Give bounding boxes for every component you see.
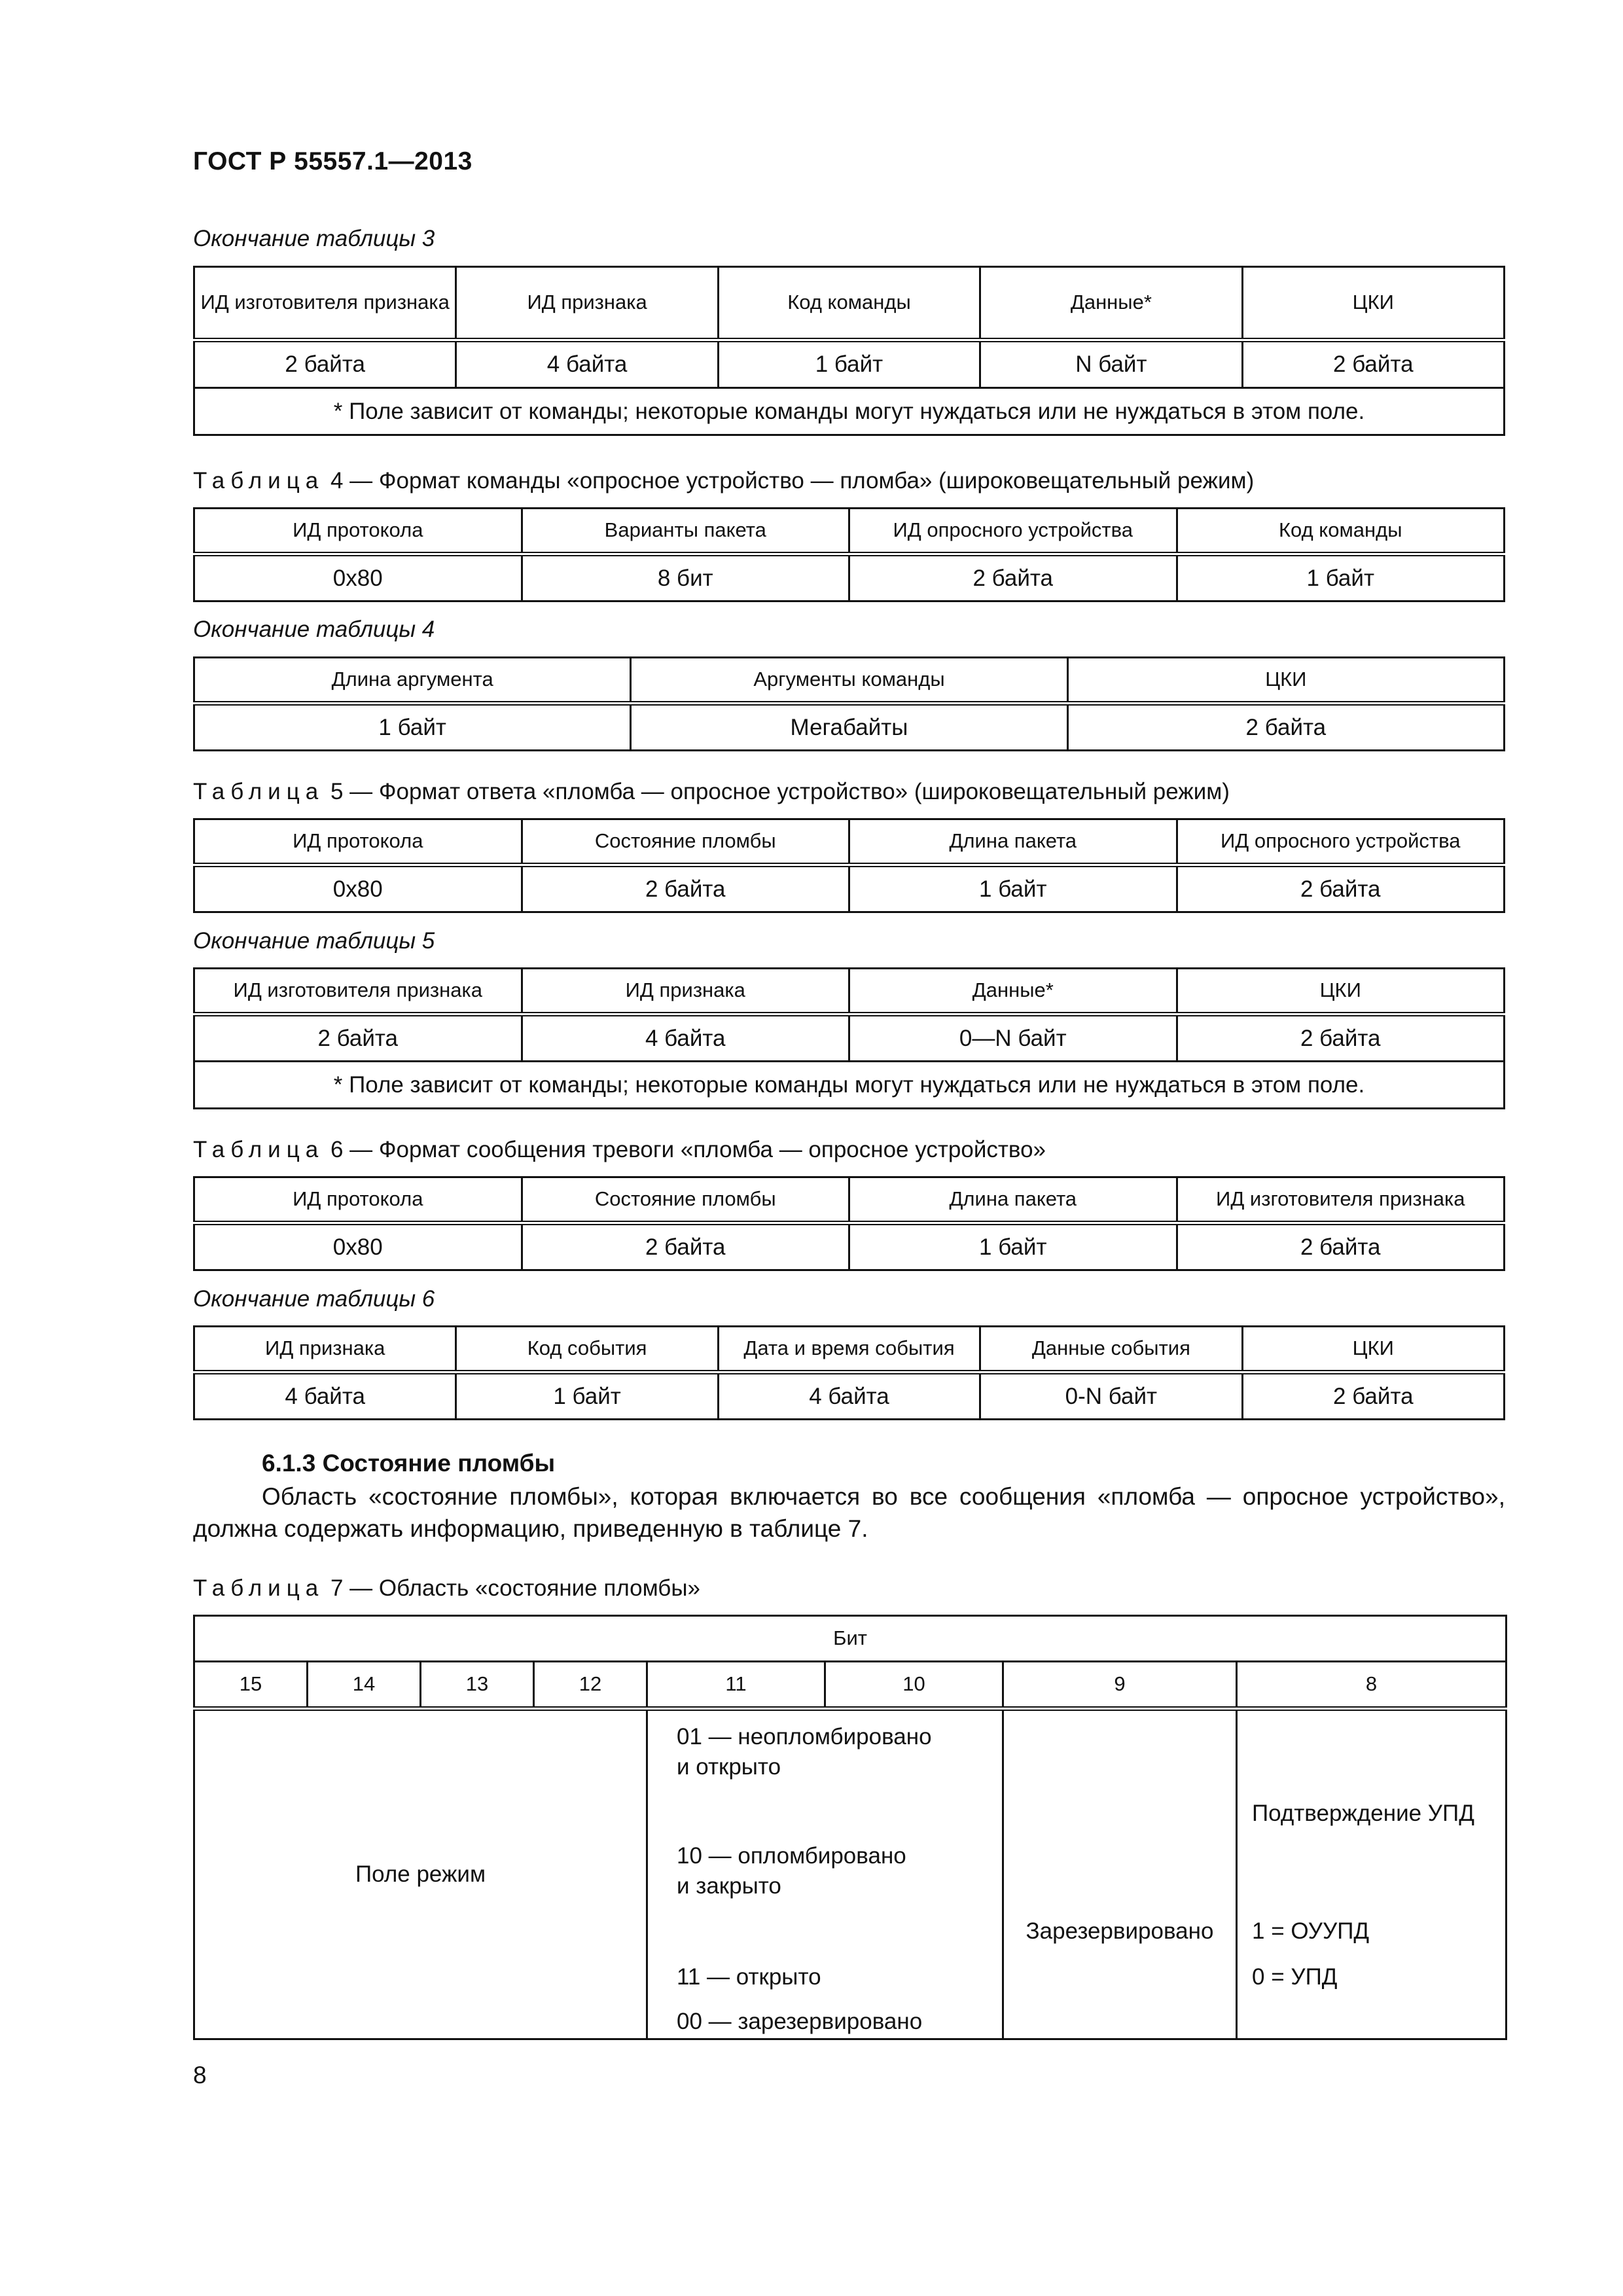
table-header-cell: Длина аргумента	[194, 658, 631, 704]
seal-state-cell	[647, 1709, 1003, 2039]
bit-header: 13	[421, 1662, 534, 1709]
confirm-value-0: 0 = УПД	[1252, 1964, 1338, 1990]
table-cell: 2 байта	[1242, 340, 1504, 388]
table-header-cell: Аргументы команды	[631, 658, 1067, 704]
section-title: 6.1.3 Состояние пломбы	[262, 1450, 556, 1477]
table-header-cell: ИД признака	[194, 1327, 456, 1372]
caption-prefix: Таблица	[193, 468, 325, 493]
table-header-cell: Данные события	[980, 1327, 1242, 1372]
table-header-cell: ИД изготовителя признака	[1177, 1177, 1505, 1223]
bit-header: 8	[1237, 1662, 1507, 1709]
caption-text: 4 — Формат команды «опросное устройство — пломба» (широковещательный режим)	[324, 468, 1255, 493]
table-header-cell: ЦКИ	[1242, 267, 1504, 340]
reserved-label: Зарезервировано	[1026, 1918, 1214, 1944]
caption-text: 6 — Формат сообщения тревоги «пломба — опросное устройство»	[324, 1137, 1046, 1162]
table-header-cell: ИД изготовителя признака	[194, 969, 522, 1014]
table-header-cell: Длина пакета	[849, 1177, 1177, 1223]
mode-field-cell: Поле режим	[194, 1709, 647, 2039]
state-line: 10 — опломбировано	[677, 1843, 906, 1869]
paragraph-text: Область «состояние пломбы», которая включается во все сообщения «пломба — опросное устройство», должна содержать информацию, приведенную в таблице 7.	[193, 1483, 1505, 1542]
reserved-cell	[1003, 1709, 1237, 2039]
table-note: * Поле зависит от команды; некоторые команды могут нуждаться или не нуждаться в этом поле.	[194, 1062, 1505, 1109]
table-cell: 0x80	[194, 865, 522, 912]
table-header-cell: ИД протокола	[194, 509, 522, 554]
confirm-title: Подтверждение УПД	[1252, 1801, 1474, 1826]
section-paragraph	[193, 1480, 1505, 1545]
table5	[193, 818, 1505, 913]
confirm-value-1: 1 = ОУУПД	[1252, 1918, 1370, 1944]
state-line: и открыто	[677, 1754, 781, 1780]
table-cell: 2 байта	[1067, 704, 1504, 751]
caption-text: 7 — Область «состояние пломбы»	[324, 1575, 700, 1601]
table-header-cell: Код команды	[718, 267, 980, 340]
table-header-cell: ИД протокола	[194, 819, 522, 865]
table-header-cell: Варианты пакета	[522, 509, 849, 554]
table-header-cell: ИД опросного устройства	[1177, 819, 1505, 865]
table-header-cell: ЦКИ	[1177, 969, 1505, 1014]
bit-group-header: Бит	[194, 1616, 1507, 1662]
table6-end-caption: Окончание таблицы 6	[193, 1286, 435, 1312]
table-header-cell: Данные*	[849, 969, 1177, 1014]
table-cell: 2 байта	[849, 554, 1177, 601]
bit-header: 15	[194, 1662, 308, 1709]
table-cell: 2 байта	[194, 340, 456, 388]
table-header-cell: Код события	[456, 1327, 718, 1372]
bit-header: 14	[308, 1662, 421, 1709]
table-header-cell: Состояние пломбы	[522, 819, 849, 865]
table3-end	[193, 266, 1505, 436]
table-header-cell: ИД признака	[456, 267, 718, 340]
table-cell: 2 байта	[1242, 1372, 1504, 1420]
table-cell: 4 байта	[194, 1372, 456, 1420]
table-header-cell: ИД признака	[522, 969, 849, 1014]
table-note: * Поле зависит от команды; некоторые команды могут нуждаться или не нуждаться в этом поле.	[194, 388, 1505, 435]
table-cell: 0x80	[194, 1223, 522, 1270]
page-number: 8	[193, 2062, 207, 2089]
document-title: ГОСТ Р 55557.1—2013	[193, 147, 473, 175]
caption-text: 5 — Формат ответа «пломба — опросное устройство» (широковещательный режим)	[324, 779, 1230, 804]
table5-end-caption: Окончание таблицы 5	[193, 928, 435, 954]
table7-caption	[193, 1575, 700, 1602]
caption-prefix: Таблица	[193, 1137, 325, 1162]
table5-end	[193, 967, 1505, 1109]
table-header-cell: Дата и время события	[718, 1327, 980, 1372]
state-line: и закрыто	[677, 1873, 781, 1899]
table-cell: 2 байта	[1177, 865, 1505, 912]
table-cell: 4 байта	[456, 340, 718, 388]
table-header-cell: Длина пакета	[849, 819, 1177, 865]
table-header-cell: Данные*	[980, 267, 1242, 340]
table4-end	[193, 656, 1505, 751]
table-cell: 1 байт	[194, 704, 631, 751]
table6	[193, 1176, 1505, 1271]
state-line: 11 — открыто	[677, 1964, 821, 1990]
table4	[193, 507, 1505, 602]
table-cell: 2 байта	[522, 865, 849, 912]
table-cell: 2 байта	[522, 1223, 849, 1270]
table5-caption	[193, 779, 1230, 805]
table-cell: 1 байт	[849, 865, 1177, 912]
table-cell: 1 байт	[1177, 554, 1505, 601]
table-cell: 0—N байт	[849, 1014, 1177, 1062]
bit-header: 10	[825, 1662, 1003, 1709]
confirm-cell	[1237, 1709, 1507, 2039]
table-cell: 0x80	[194, 554, 522, 601]
state-line: 00 — зарезервировано	[677, 2009, 923, 2034]
table-header-cell: Код команды	[1177, 509, 1505, 554]
table6-caption	[193, 1137, 1046, 1163]
table-cell: 0-N байт	[980, 1372, 1242, 1420]
table7	[193, 1615, 1507, 2040]
table-header-cell: ИД опросного устройства	[849, 509, 1177, 554]
table6-end	[193, 1325, 1505, 1420]
table-header-cell: ИД протокола	[194, 1177, 522, 1223]
table-cell: 8 бит	[522, 554, 849, 601]
table-header-cell: ИД изготовителя признака	[194, 267, 456, 340]
table-cell: 1 байт	[456, 1372, 718, 1420]
table-cell: Мегабайты	[631, 704, 1067, 751]
table-cell: 1 байт	[849, 1223, 1177, 1270]
table-header-cell: ЦКИ	[1067, 658, 1504, 704]
table-cell: 2 байта	[1177, 1223, 1505, 1270]
table-cell: 4 байта	[522, 1014, 849, 1062]
table-header-cell: ЦКИ	[1242, 1327, 1504, 1372]
table-cell: 4 байта	[718, 1372, 980, 1420]
caption-prefix: Таблица	[193, 779, 325, 804]
state-line: 01 — неопломбировано	[677, 1724, 932, 1749]
table3-end-caption: Окончание таблицы 3	[193, 226, 435, 251]
table-header-cell: Состояние пломбы	[522, 1177, 849, 1223]
table-cell: 2 байта	[194, 1014, 522, 1062]
bit-header: 11	[647, 1662, 825, 1709]
bit-header: 12	[534, 1662, 647, 1709]
table4-end-caption: Окончание таблицы 4	[193, 617, 435, 642]
caption-prefix: Таблица	[193, 1575, 325, 1601]
table-cell: N байт	[980, 340, 1242, 388]
table-cell: 2 байта	[1177, 1014, 1505, 1062]
table-cell: 1 байт	[718, 340, 980, 388]
table4-caption	[193, 468, 1254, 494]
bit-header: 9	[1003, 1662, 1237, 1709]
